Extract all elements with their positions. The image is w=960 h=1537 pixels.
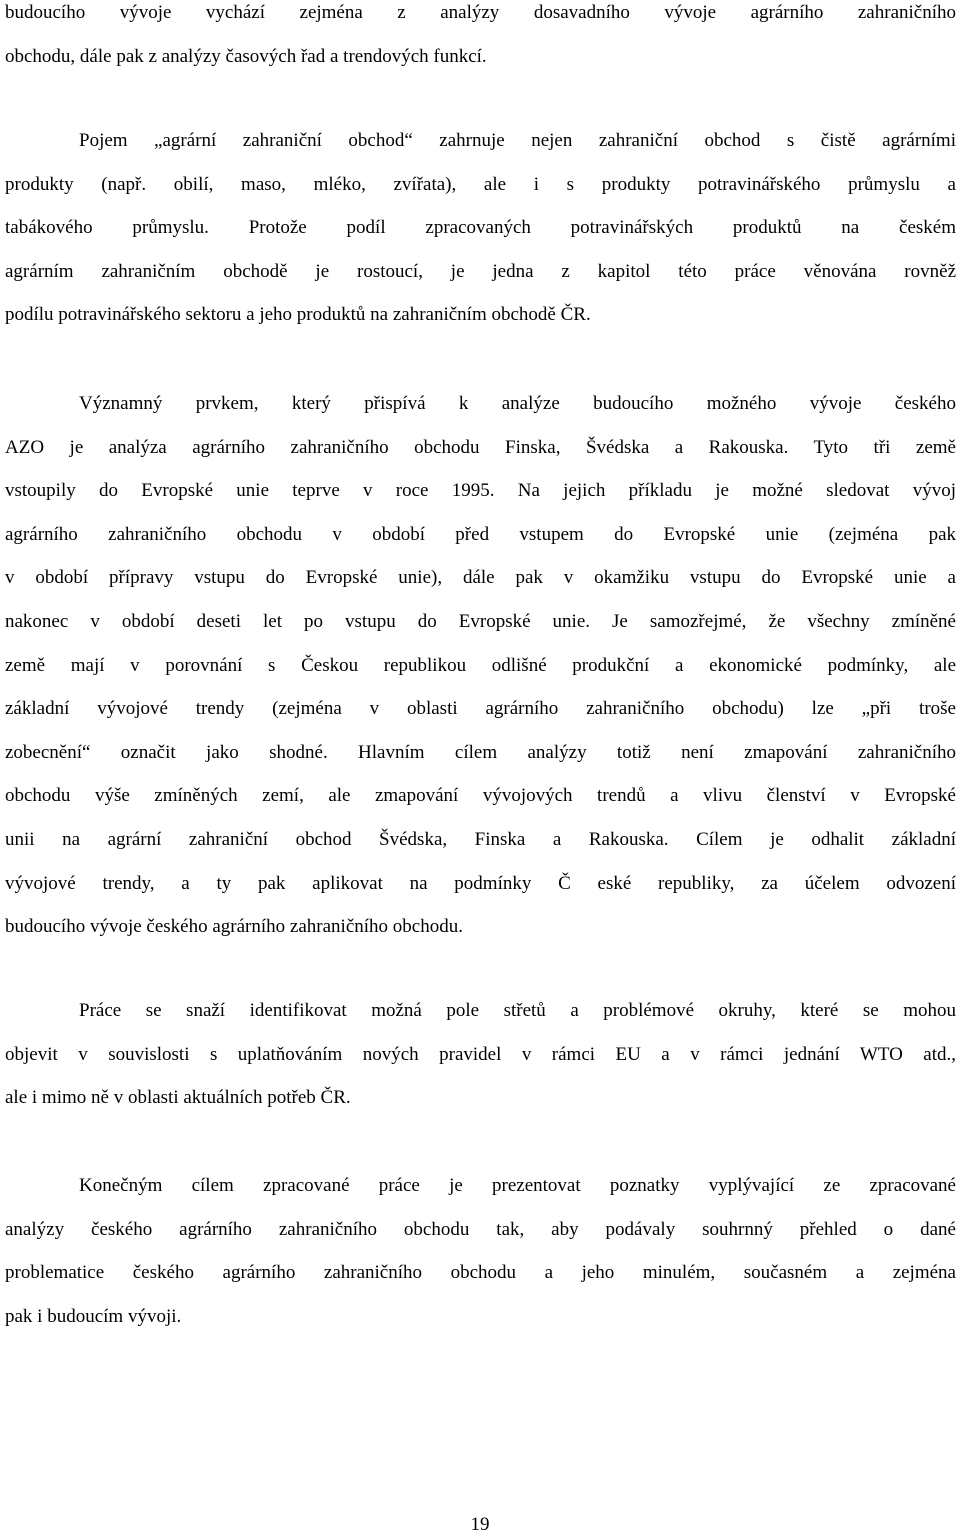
text-line: AZO je analýza agrárního zahraničního obchodu Finska, Švédska a Rakouska. Tyto tři země [5, 436, 956, 458]
text-line: zobecnění“ označit jako shodné. Hlavním cílem analýzy totiž není zmapování zahraničního [5, 741, 956, 763]
text-line: Konečným cílem zpracované práce je prezentovat poznatky vyplývající ze zpracované [79, 1175, 956, 1196]
text-line: problematice českého agrárního zahraničního obchodu a jeho minulém, současném a zejména [5, 1262, 956, 1284]
text-line: země mají v porovnání s Českou republikou odlišné produkční a ekonomické podmínky, ale [5, 654, 956, 676]
text-line: agrárního zahraničního obchodu v období před vstupem do Evropské unie (zejména pak [5, 523, 956, 545]
text-line: podílu potravinářského sektoru a jeho produktů na zahraničním obchodě ČR. [5, 304, 591, 326]
text-line: analýzy českého agrárního zahraničního obchodu tak, aby podávaly souhrnný přehled o dané [5, 1218, 956, 1240]
text-line: ale i mimo ně v oblasti aktuálních potřeb ČR. [5, 1087, 351, 1109]
text-line: Pojem „agrární zahraniční obchod“ zahrnuje nejen zahraniční obchod s čistě agrárními [79, 130, 956, 151]
text-line: obchodu, dále pak z analýzy časových řad a trendových funkcí. [5, 45, 487, 67]
text-line: produkty (např. obilí, maso, mléko, zvířata), ale i s produkty potravinářského průmyslu a [5, 173, 956, 195]
paragraph-agrarian-trade-definition [5, 119, 956, 337]
text-line: unii na agrární zahraniční obchod Švédska, Finska a Rakouska. Cílem je odhalit základní [5, 828, 956, 850]
text-line: tabákového průmyslu. Protože podíl zpracovaných potravinářských produktů na českém [5, 217, 956, 239]
paragraph-final-goal [5, 1164, 956, 1338]
text-line: objevit v souvislosti s uplatňováním nových pravidel v rámci EU a v rámci jednání WTO atd., [5, 1043, 956, 1065]
page-number: 19 [470, 1514, 490, 1535]
text-line: budoucího vývoje vychází zejména z analýzy dosavadního vývoje agrárního zahraničního [5, 2, 956, 23]
text-line: pak i budoucím vývoji. [5, 1305, 182, 1327]
paragraph-continuation [5, 0, 956, 78]
text-line: Práce se snaží identifikovat možná pole střetů a problémové okruhy, které se mohou [79, 1000, 956, 1021]
text-line: nakonec v období deseti let po vstupu do Evropské unie. Je samozřejmé, že všechny zmíněné [5, 610, 956, 632]
text-line: obchodu výše zmíněných zemí, ale zmapování vývojových trendů a vlivu členství v Evropské [5, 785, 956, 807]
text-line: vstoupily do Evropské unie teprve v roce 1995. Na jejich příkladu je možné sledovat vývoj [5, 480, 956, 502]
paragraph-nordic-analysis [5, 382, 956, 949]
paragraph-conflict-areas [5, 989, 956, 1120]
text-line: Významný prvkem, který přispívá k analýze budoucího možného vývoje českého [79, 393, 956, 414]
text-line: vývojové trendy, a ty pak aplikovat na podmínky Č eské republiky, za účelem odvození [5, 872, 956, 894]
text-line: agrárním zahraničním obchodě je rostoucí, je jedna z kapitol této práce věnována rovněž [5, 260, 956, 282]
text-line: v období přípravy vstupu do Evropské unie), dále pak v okamžiku vstupu do Evropské unie a [5, 567, 956, 589]
text-line: základní vývojové trendy (zejména v oblasti agrárního zahraničního obchodu) lze „při troše [5, 698, 956, 720]
text-line: budoucího vývoje českého agrárního zahraničního obchodu. [5, 916, 463, 938]
